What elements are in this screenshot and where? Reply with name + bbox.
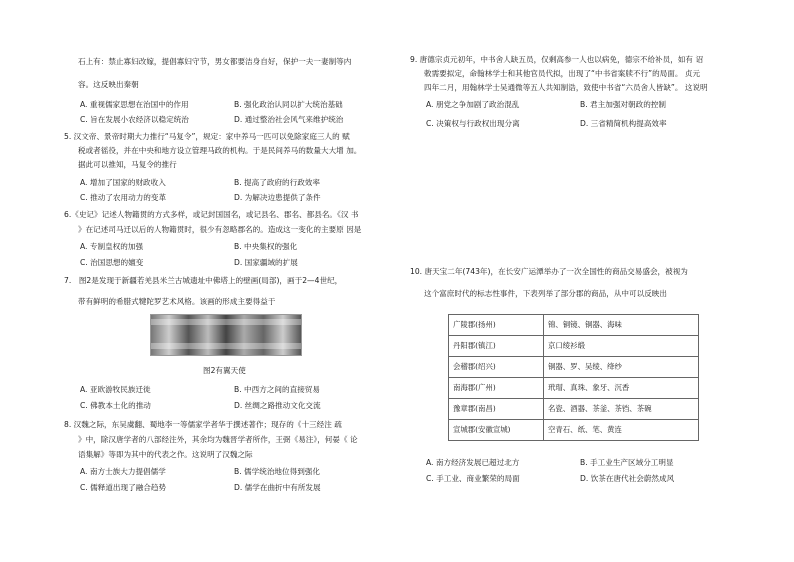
q5-option-b[interactable]: B. 提高了政府的行政效率 (234, 178, 320, 187)
q7-stem-line: 7. 图2是发现于新疆若羌县米兰古城遗址中佛塔上的壁画(局部)，画于2—4世纪， (64, 276, 343, 285)
q7-figure-caption: 图2有翼天使 (203, 366, 246, 375)
q7-option-c[interactable]: C. 佛教本土化的推动 (80, 401, 151, 410)
table-row (449, 420, 699, 441)
q5-stem-line: 税或者徭役，并在中央和地方设立管理马政的机构。于是民间养马的数量大大增 加。 (78, 146, 362, 155)
q9-option-a[interactable]: A. 朋党之争加剧了政治混乱 (426, 100, 520, 109)
q7-stem-line: 带有鲜明的希腊式犍陀罗艺术风格。该画的形成主要得益于 (78, 297, 276, 306)
table-cell-prefecture: 南海郡(广州) (449, 378, 544, 399)
table-cell-goods: 京口绫衫缎 (544, 336, 699, 357)
q9-stem-line: 9. 唐德宗贞元初年，中书舍人缺五员，仅剩高参一人也以病免，德宗不给补员，如有 诏 (410, 55, 704, 64)
q6-stem-line: 6.《史记》记述人物籍贯的方式多样，或记封国国名，或记县名、郡名、都县名。《汉 书 (64, 210, 359, 219)
q4-option-d[interactable]: D. 通过整治社会风气来维护统治 (234, 115, 344, 124)
q6-option-a[interactable]: A. 专制皇权的加强 (80, 242, 144, 251)
table-cell-goods: 名瓷、酒器、茶釜、茶铛、茶碗 (544, 399, 699, 420)
q8-option-b[interactable]: B. 儒学统治地位得到强化 (234, 467, 320, 476)
table-cell-prefecture: 会稽郡(绍兴) (449, 357, 544, 378)
table-cell-prefecture: 丹阳郡(镇江) (449, 336, 544, 357)
fresco-image (150, 314, 302, 356)
q6-option-c[interactable]: C. 治国思想的嬗变 (80, 258, 144, 267)
table-cell-prefecture: 宣城郡(安徽宣城) (449, 420, 544, 441)
q4-stem-line: 石上有：禁止寡妇改嫁，提倡寡妇守节，男女都要洁身自好，保护一夫一妻制等内 (78, 57, 352, 66)
table-row (449, 378, 699, 399)
table-row (449, 357, 699, 378)
table-cell-goods: 玳瑁、真珠、象牙、沉香 (544, 378, 699, 399)
q10-stem-line: 10. 唐天宝二年(743年)，在长安广运潭举办了一次全国性的商品交易盛会，被视为 (410, 267, 688, 276)
q8-stem-line: 》中，除汉唐学者的八部经注外，其余均为魏晋学者所作，王弼《易注》，何晏《 论 (78, 435, 358, 444)
q9-stem-line: 四年二月，用翰林学士吴通微等五人共知制诰，致使中书省“六员舍人皆缺”。 这说明 (424, 83, 708, 92)
q10-option-d[interactable]: D. 饮茶在唐代社会蔚然成风 (580, 474, 675, 483)
q4-option-c[interactable]: C. 旨在发展小农经济以稳定统治 (80, 115, 189, 124)
q8-option-c[interactable]: C. 儒释道出现了融合趋势 (80, 483, 167, 492)
q8-option-d[interactable]: D. 儒学在曲折中有所发展 (234, 483, 321, 492)
q9-option-b[interactable]: B. 君主加强对朝政的控制 (580, 100, 666, 109)
q5-option-d[interactable]: D. 为解决边患提供了条件 (234, 193, 321, 202)
q5-option-c[interactable]: C. 推动了农用动力的变革 (80, 193, 167, 202)
q6-option-d[interactable]: D. 国家疆域的扩展 (234, 258, 298, 267)
table-cell-prefecture: 广陵郡(扬州) (449, 315, 544, 336)
q5-stem-line: 5. 汉文帝、景帝时期大力推行“马复令”，规定：家中养马一匹可以免除家庭三人的 赋 (64, 132, 350, 141)
q7-option-d[interactable]: D. 丝绸之路推动文化交流 (234, 401, 321, 410)
q5-option-a[interactable]: A. 增加了国家的财政收入 (80, 178, 166, 187)
table-cell-goods: 锦、铜镜、铜器、海味 (544, 315, 699, 336)
commodity-table (448, 314, 699, 441)
q10-option-c[interactable]: C. 手工业、商业繁荣的局面 (426, 474, 520, 483)
q6-stem-line: 》在记述司马迁以后的人物籍贯时，很少有忽略郡名的。造成这一变化的主要原 因是 (78, 225, 362, 234)
q9-stem-line: 敕需要拟定，命翰林学士和其他官员代拟，出现了“中书省案牍不行”的局面。 贞元 (424, 69, 701, 78)
table-row (449, 399, 699, 420)
q4-option-b[interactable]: B. 强化政治认同以扩大统治基础 (234, 100, 343, 109)
table-cell-goods: 铜器、罗、吴绫、绛纱 (544, 357, 699, 378)
q9-option-c[interactable]: C. 决策权与行政权出现分离 (426, 119, 520, 128)
q9-option-d[interactable]: D. 三省精简机构提高效率 (580, 119, 667, 128)
q10-option-a[interactable]: A. 南方经济发展已超过北方 (426, 458, 520, 467)
q4-stem-line: 容。这反映出秦朝 (78, 80, 139, 89)
table-row (449, 315, 699, 336)
q10-option-b[interactable]: B. 手工业生产区域分工明显 (580, 458, 674, 467)
q8-option-a[interactable]: A. 南方士族大力提倡儒学 (80, 467, 166, 476)
table-row (449, 336, 699, 357)
q6-option-b[interactable]: B. 中央集权的强化 (234, 242, 298, 251)
table-cell-prefecture: 豫章郡(南昌) (449, 399, 544, 420)
q5-stem-line: 据此可以推知，马复令的推行 (78, 160, 177, 169)
table-cell-goods: 空青石、纸、笔、黄连 (544, 420, 699, 441)
q7-option-a[interactable]: A. 亚欧游牧民族迁徙 (80, 385, 151, 394)
q8-stem-line: 语集解》等即为其中的代表之作。这说明了汉魏之际 (78, 450, 253, 459)
q8-stem-line: 8. 汉魏之际，东吴虞翻、蜀地李一等儒家学者华于撰述著作；现存的《十三经注 疏 (64, 420, 342, 429)
q4-option-a[interactable]: A. 重视儒家思想在治国中的作用 (80, 100, 189, 109)
q7-option-b[interactable]: B. 中西方之间的直接贸易 (234, 385, 320, 394)
q10-stem-line: 这个富庶时代的标志性事件，下表列举了部分郡的商品，从中可以反映出 (424, 289, 667, 298)
